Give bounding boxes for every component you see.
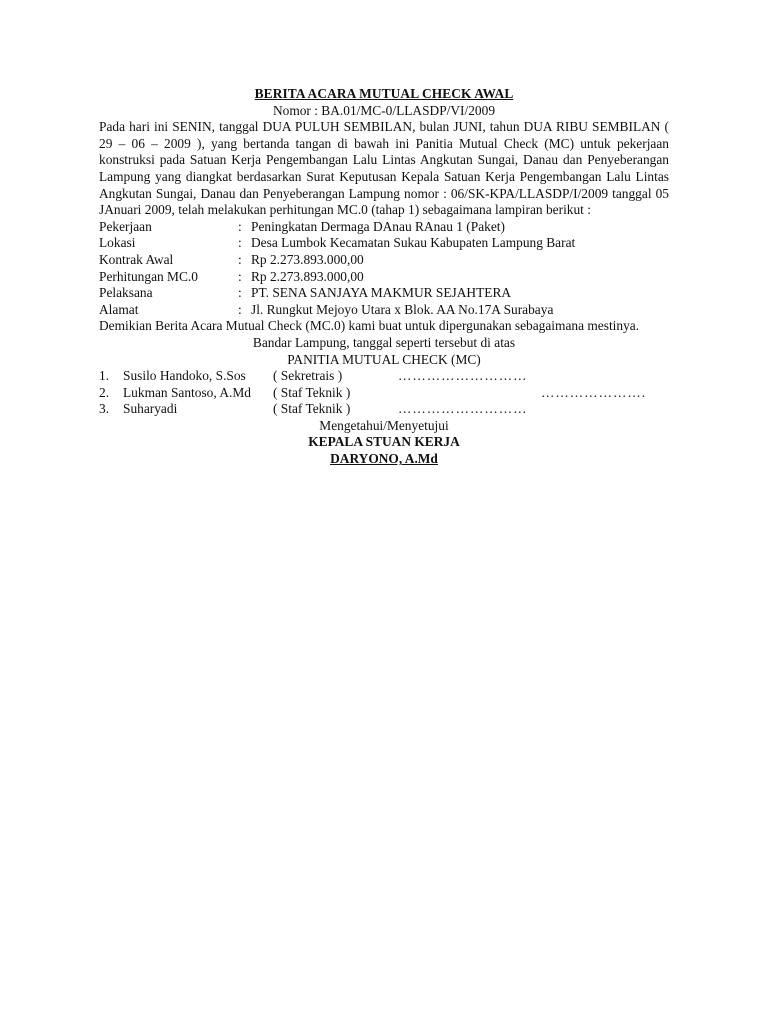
field-value: Rp 2.273.893.000,00 <box>251 251 364 267</box>
field-label: Perhitungan MC.0 <box>99 268 198 284</box>
field-label: Kontrak Awal <box>99 251 174 267</box>
member-name: Susilo Handoko, S.Sos <box>123 368 246 384</box>
member-row <box>99 385 669 402</box>
field-row-pekerjaan <box>99 219 669 236</box>
field-row-alamat <box>99 302 669 319</box>
signature-line: ……………………… <box>398 401 528 417</box>
field-colon: : <box>238 285 242 301</box>
member-row <box>99 368 669 385</box>
member-role: ( Staf Teknik ) <box>273 401 351 417</box>
field-value: Jl. Rungkut Mejoyo Utara x Blok. AA No.17A Surabaya <box>251 301 554 317</box>
place-date: Bandar Lampung, tanggal seperti tersebut di atas <box>252 334 516 350</box>
approval-name: DARYONO, A.Md <box>330 451 438 467</box>
field-row-lokasi <box>99 235 669 252</box>
signature-line: ……………………… <box>398 368 528 384</box>
closing-paragraph: Demikian Berita Acara Mutual Check (MC.0) kami buat untuk dipergunakan sebagaimana mestinya. <box>99 318 640 334</box>
field-value: Desa Lumbok Kecamatan Sukau Kabupaten Lampung Barat <box>251 235 576 251</box>
field-colon: : <box>238 251 242 267</box>
field-label: Pekerjaan <box>99 218 152 234</box>
field-row-perhitungan <box>99 269 669 286</box>
field-value: PT. SENA SANJAYA MAKMUR SEJAHTERA <box>251 285 512 301</box>
member-number: 3. <box>99 401 110 417</box>
document-number: Nomor : BA.01/MC-0/LLASDP/VI/2009 <box>272 102 496 118</box>
member-row <box>99 401 669 418</box>
field-colon: : <box>238 235 242 251</box>
member-role: ( Staf Teknik ) <box>273 384 351 400</box>
intro-paragraph: Pada hari ini SENIN, tanggal DUA PULUH SEMBILAN, bulan JUNI, tahun DUA RIBU SEMBILAN ( 29 – 06 – 2009 ), yang bertanda tangan di bawah ini Panitia Mutual Check (MC) untuk pekerjaan konstruksi pada Satuan Kerja Pengembangan Lalu Lintas Angkutan Sungai, Danau dan Penyeberangan Lampung yang diangkat berdasarkan Surat Keputusan Kepala Satuan Kerja Pengembangan Lalu Lintas Angkutan Sungai, Danau dan Penyeberangan Lampung nomor : 06/SK-KPA/LLASDP/I/2009 tanggal 05 JAnuari 2009, telah melakukan perhitungan MC.0 (tahap 1) sebagaimana lampiran berikut : <box>99 119 669 218</box>
field-label: Pelaksana <box>99 285 153 301</box>
committee-title: PANITIA MUTUAL CHECK (MC) <box>287 351 481 367</box>
field-value: Peningkatan Dermaga DAnau RAnau 1 (Paket) <box>251 218 505 234</box>
field-row-kontrak-awal <box>99 252 669 269</box>
field-colon: : <box>238 218 242 234</box>
member-number: 2. <box>99 384 110 400</box>
field-label: Alamat <box>99 301 139 317</box>
field-colon: : <box>238 268 242 284</box>
approval-office: KEPALA STUAN KERJA <box>308 434 460 450</box>
document-title: BERITA ACARA MUTUAL CHECK AWAL <box>254 86 514 101</box>
field-row-pelaksana <box>99 285 669 302</box>
member-role: ( Sekretrais ) <box>273 368 343 384</box>
field-value: Rp 2.273.893.000,00 <box>251 268 364 284</box>
signature-line: …………………. <box>541 384 647 400</box>
member-number: 1. <box>99 368 110 384</box>
field-label: Lokasi <box>99 235 136 251</box>
document-body <box>99 86 669 468</box>
approval-label: Mengetahui/Menyetujui <box>319 417 449 433</box>
field-colon: : <box>238 301 242 317</box>
member-name: Suharyadi <box>123 401 178 417</box>
member-name: Lukman Santoso, A.Md <box>123 384 251 400</box>
